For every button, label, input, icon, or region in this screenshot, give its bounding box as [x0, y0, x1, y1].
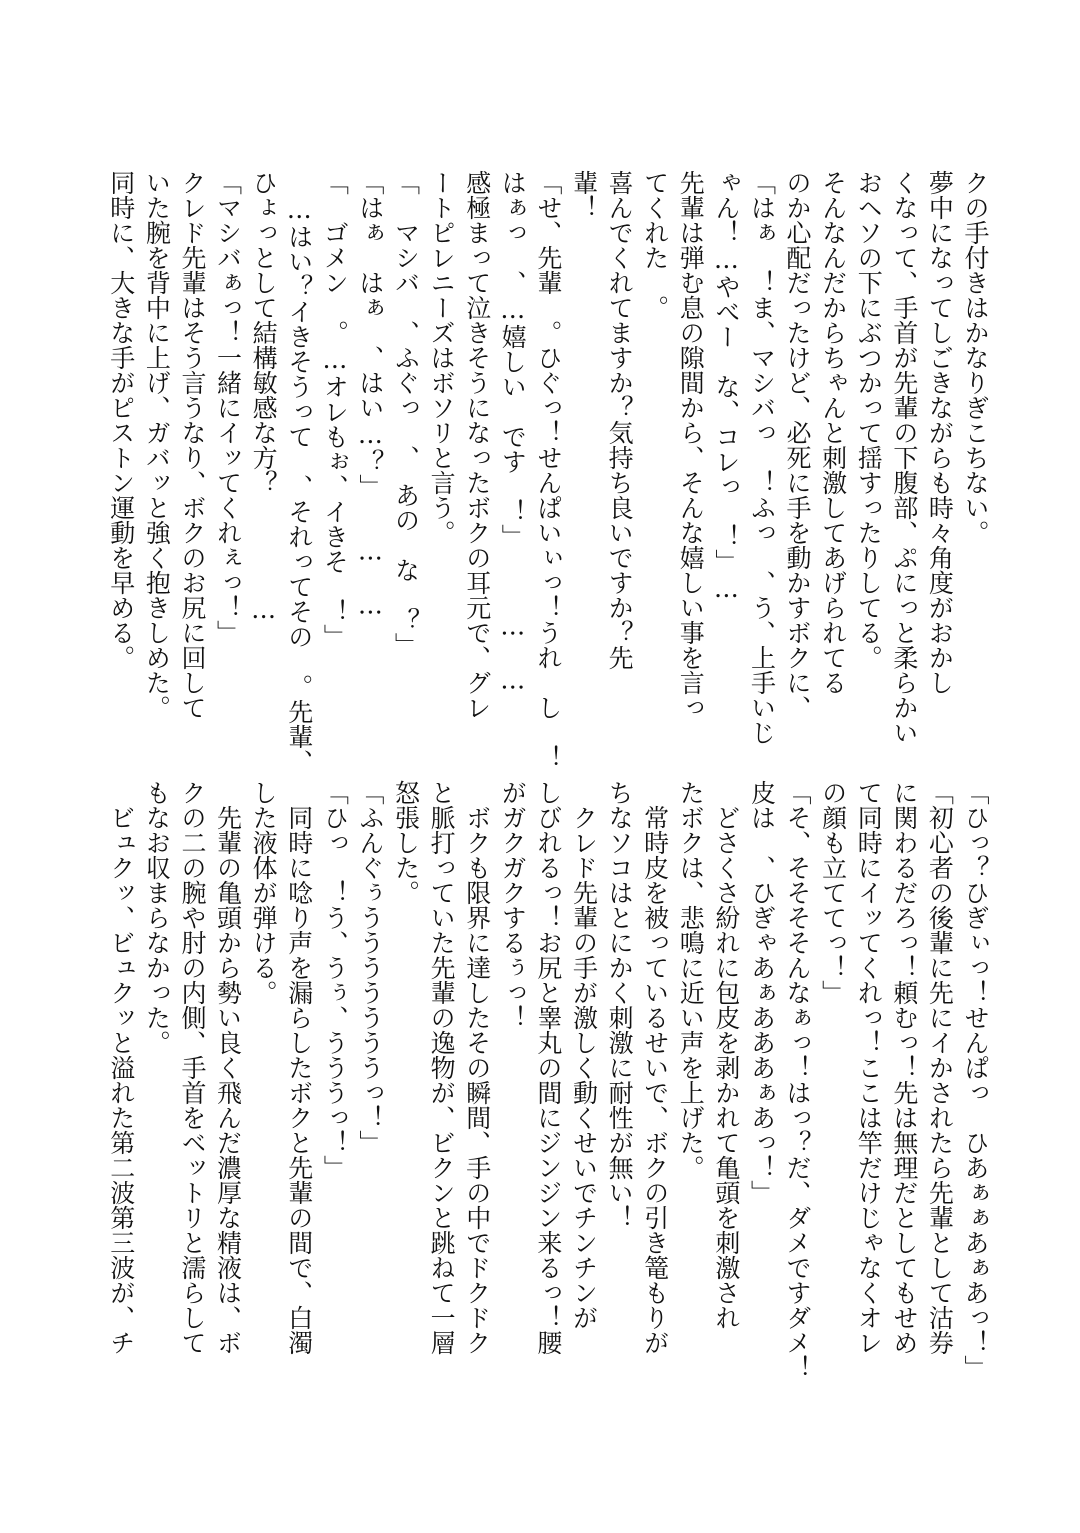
text-column: 「はぁ はぁ 、はい…？」 … …: [355, 170, 385, 620]
text-column: クレド先輩はそう言うなり、ボクのお尻に回して: [177, 170, 207, 720]
text-column: ートピレニーズはボソリと言う。: [427, 170, 457, 545]
text-column: クの手付きはかなりぎこちない。: [961, 170, 990, 545]
text-column: の顔も立ててっ！」: [818, 780, 848, 1005]
text-column: 夢中になってしごきながらも時々角度がおかし: [925, 170, 955, 695]
text-column: て同時にイッてくれっ！ここは竿だけじゃなくオレ: [854, 780, 884, 1355]
text-column: 同時に唸り声を漏らしたボクと先輩の間で、白濁: [284, 780, 314, 1355]
text-column: 「マシバぁっ！一緒にイッてくれぇっ！」: [213, 170, 243, 645]
text-column: ちなソコはとにかく刺激に耐性が無い！: [605, 780, 635, 1230]
text-column: くなって、手首が先輩の下腹部、ぷにっと柔らかい: [889, 170, 919, 745]
text-block-top: [103, 170, 993, 774]
text-column: 「せ、先輩 。ひぐっ！せんぱいぃっ！うれ し ！: [533, 170, 563, 770]
text-column: もなお収まらなかった。: [142, 780, 172, 1055]
text-column: 「そ、そそそそんなぁっ！はっ？だ、ダメですダメ！: [783, 780, 813, 1380]
text-column: たボクは、悲鳴に近い声を上げた。: [676, 780, 706, 1180]
text-column: 輩！: [569, 170, 599, 220]
text-column: に関わるだろっ！頼むっ！先は無理だとしてもせめ: [889, 780, 919, 1355]
text-column: どさくさ紛れに包皮を剥かれて亀頭を刺激され: [711, 780, 741, 1330]
text-column: 同時に、大きな手がピストン運動を早める。: [106, 170, 136, 670]
text-column: 「ひっ ！う、うぅ、うううっ！」: [320, 780, 350, 1180]
text-column: 「はぁ ！ま、マシバっ ！ふっ 、う、上手いじ: [747, 170, 777, 745]
text-column: 感極まって泣きそうになったボクの耳元で、グレ: [462, 170, 492, 720]
text-column: 怒張した。: [391, 780, 421, 905]
text-block-bottom: [103, 780, 993, 1380]
text-column: 「ふんぐぅうううううううっ！」: [355, 780, 385, 1155]
text-column: 喜んでくれてますか？気持ち良いですか？先: [605, 170, 635, 670]
text-column: 皮は 、ひぎゃあぁあああぁあっ！」: [747, 780, 777, 1205]
text-column: ゃん！…やべー な、コレっ ！」…: [711, 170, 741, 603]
text-column: のか心配だったけど、必死に手を動かすボクに、: [783, 170, 813, 720]
text-column: …はい？イきそうって 、それってその 。先輩、: [284, 170, 314, 774]
text-column: ひょっとして結構敏感な方？ …: [249, 170, 279, 624]
text-column: 「初心者の後輩に先にイかされたら先輩として沽券: [925, 780, 955, 1355]
text-column: ボクも限界に達したその瞬間、手の中でドクドク: [462, 780, 492, 1355]
text-column: 先輩は弾む息の隙間から、そんな嬉しい事を言っ: [676, 170, 706, 720]
text-column: した液体が弾ける。: [249, 780, 279, 1005]
text-column: ビュクッ、ビュクッと溢れた第二波第三波が、チ: [106, 780, 136, 1355]
text-column: おヘソの下にぶつかって揺すったりしてる。: [854, 170, 884, 670]
text-column: 先輩の亀頭から勢い良く飛んだ濃厚な精液は、ボ: [213, 780, 243, 1355]
text-column: いた腕を背中に上げ、ガバッと強く抱きしめた。: [142, 170, 172, 720]
text-column: と脈打っていた先輩の逸物が、ビクンと跳ねて一層: [427, 780, 457, 1355]
text-column: 「 マシバ 、ふぐっ 、 あの な ？」: [391, 170, 421, 658]
text-column: 「ひっ？ひぎぃっ！せんぱっ ひあぁぁあぁあっ！」: [961, 780, 990, 1380]
text-column: はぁっ 、…嬉しい です ！」 … …: [498, 170, 528, 695]
text-column: 常時皮を被っているせいで、ボクの引き篭もりが: [640, 780, 670, 1355]
text-column: てくれた 。: [640, 170, 670, 320]
text-column: クの二の腕や肘の内側、手首をベットリと濡らして: [177, 780, 207, 1355]
text-column: 「 ゴメン 。…オレもぉ、イきそ ！」: [320, 170, 350, 649]
text-column: しびれるっ！お尻と睾丸の間にジンジン来るっ！腰: [533, 780, 563, 1355]
text-column: そんなんだからちゃんと刺激してあげられてる: [818, 170, 848, 695]
text-column: がガクガクするぅっ！: [498, 780, 528, 1030]
text-column: クレド先輩の手が激しく動くせいでチンチンが: [569, 780, 599, 1330]
